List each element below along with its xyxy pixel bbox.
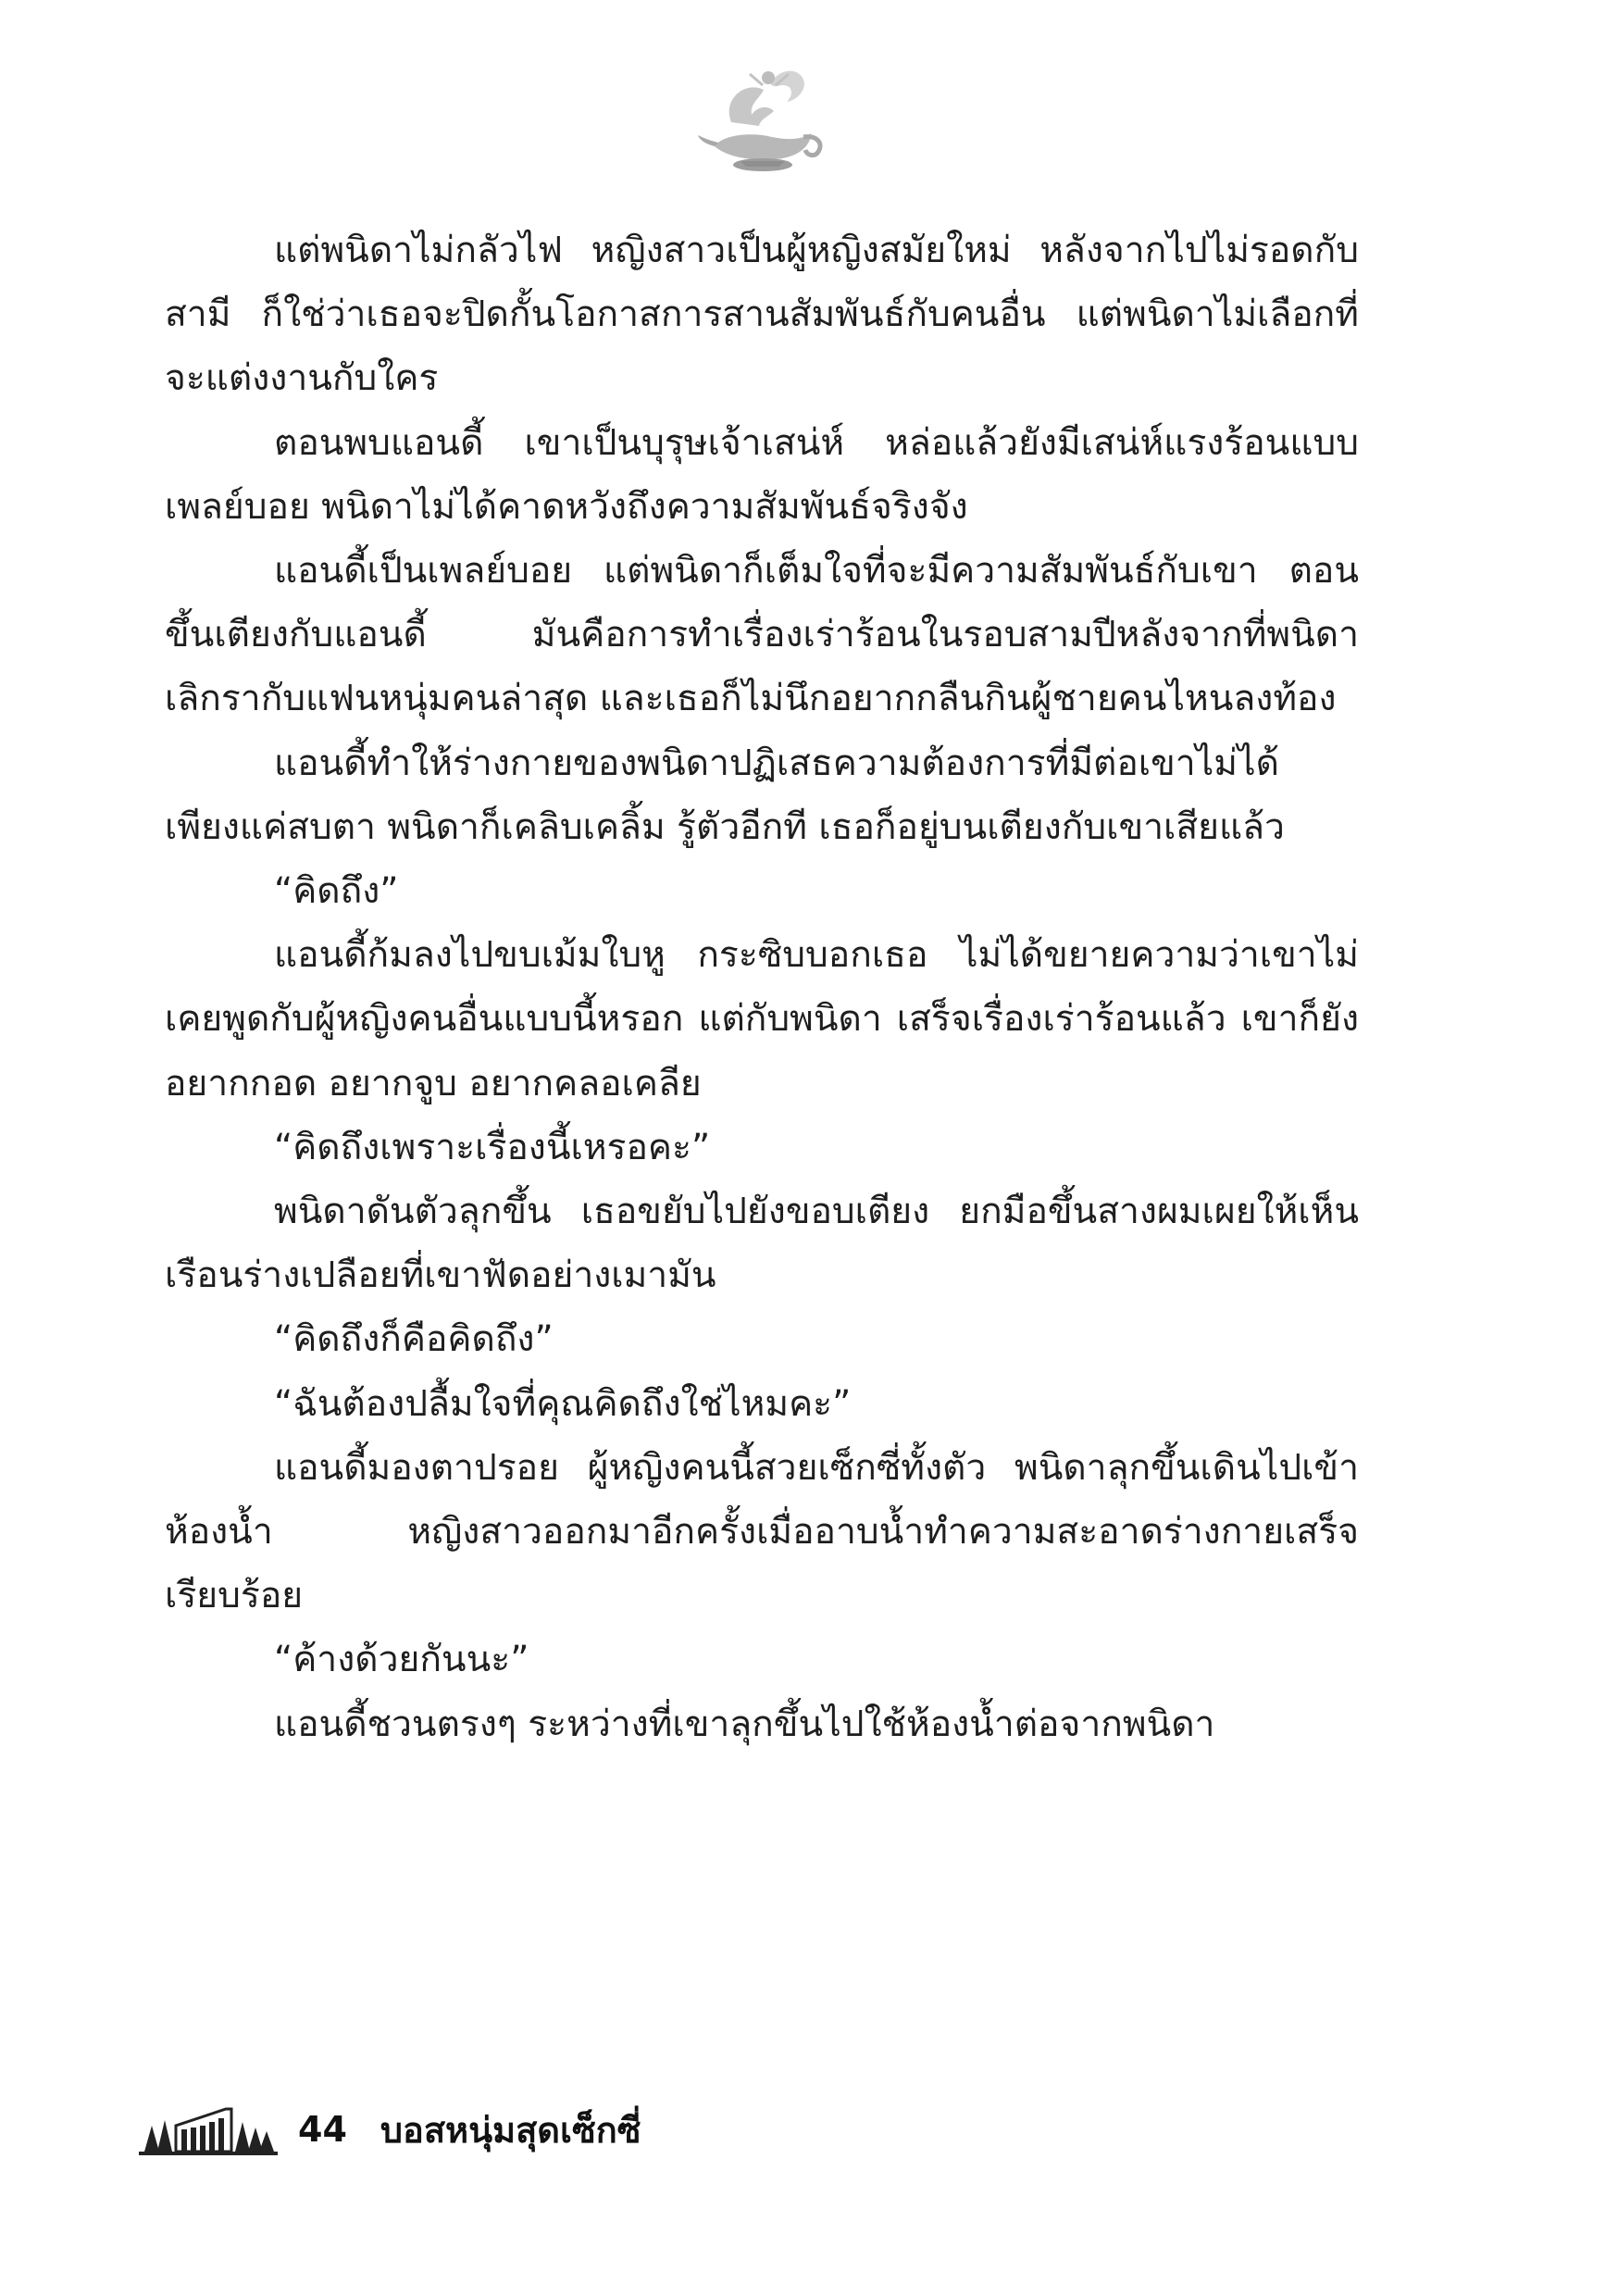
cupid-genie-lamp-icon	[694, 57, 833, 178]
book-title: บอสหนุ่มสุดเซ็กซี่	[380, 2109, 641, 2151]
paragraph: แอนดี้ทำให้ร่างกายของพนิดาปฏิเสธความต้องการที่มีต่อเขาไม่ได้ เพียงแค่สบตา พนิดาก็เคลิบเคลิ้ม รู้ตัวอีกที เธอก็อยู่บนเตียงกับเขาเสียแล้ว	[165, 742, 1285, 848]
dialogue-line: “คิดถึง”	[274, 870, 399, 913]
paragraph: แอนดี้ชวนตรงๆ ระหว่างที่เขาลุกขึ้นไปใช้ห้องน้ำต่อจากพนิดา	[274, 1703, 1215, 1745]
dialogue-line: “คิดถึงก็คือคิดถึง”	[274, 1318, 554, 1361]
paragraph: ตอนพบแอนดี้ เขาเป็นบุรุษเจ้าเสน่ห์ หล่อแล้วยังมีเสน่ห์แรงร้อนแบบเพลย์บอย พนิดาไม่ได้คาดหวังถึงความสัมพันธ์จริงจัง	[165, 421, 1359, 528]
paragraph: แอนดี้ก้มลงไปขบเม้มใบหู กระซิบบอกเธอ ไม่ได้ขยายความว่าเขาไม่เคยพูดกับผู้หญิงคนอื่นแบบนี้หรอก แต่กับพนิดา เสร็จเรื่องเร่าร้อนแล้ว เขาก็ยังอยากกอด อยากจูบ อยากคลอเคลีย	[165, 934, 1359, 1104]
body-text	[165, 218, 1359, 1756]
dialogue-line: “ค้างด้วยกันนะ”	[274, 1639, 529, 1681]
house-with-trees-icon	[139, 2102, 278, 2157]
paragraph: แอนดี้เป็นเพลย์บอย แต่พนิดาก็เต็มใจที่จะมีความสัมพันธ์กับเขา ตอนขึ้นเตียงกับแอนดี้ มันคือการทำเรื่องเร่าร้อนในรอบสามปีหลังจากที่พนิดาเลิกรากับแฟนหนุ่มคนล่าสุด และเธอก็ไม่นึกอยากกลืนกินผู้ชายคนไหนลงท้อง	[165, 550, 1359, 720]
dialogue-line: “คิดถึงเพราะเรื่องนี้เหรอคะ”	[274, 1126, 711, 1168]
paragraph: แอนดี้มองตาปรอย ผู้หญิงคนนี้สวยเซ็กซี่ทั้งตัว พนิดาลุกขึ้นเดินไปเข้าห้องน้ำ หญิงสาวออกมาอีกครั้งเมื่ออาบน้ำทำความสะอาดร่างกายเสร็จเรียบร้อย	[165, 1446, 1359, 1617]
paragraph: พนิดาดันตัวลุกขึ้น เธอขยับไปยังขอบเตียง ยกมือขึ้นสางผมเผยให้เห็นเรือนร่างเปลือยที่เขาฟัดอย่างเมามัน	[165, 1191, 1359, 1297]
page-footer	[139, 2102, 641, 2157]
dialogue-line: “ฉันต้องปลื้มใจที่คุณคิดถึงใช่ไหมคะ”	[274, 1382, 852, 1425]
page-number: 44	[298, 2109, 347, 2150]
paragraph: แต่พนิดาไม่กลัวไฟ หญิงสาวเป็นผู้หญิงสมัยใหม่ หลังจากไปไม่รอดกับสามี ก็ใช่ว่าเธอจะปิดกั้นโอกาสการสานสัมพันธ์กับคนอื่น แต่พนิดาไม่เลือกที่จะแต่งงานกับใคร	[165, 230, 1359, 400]
